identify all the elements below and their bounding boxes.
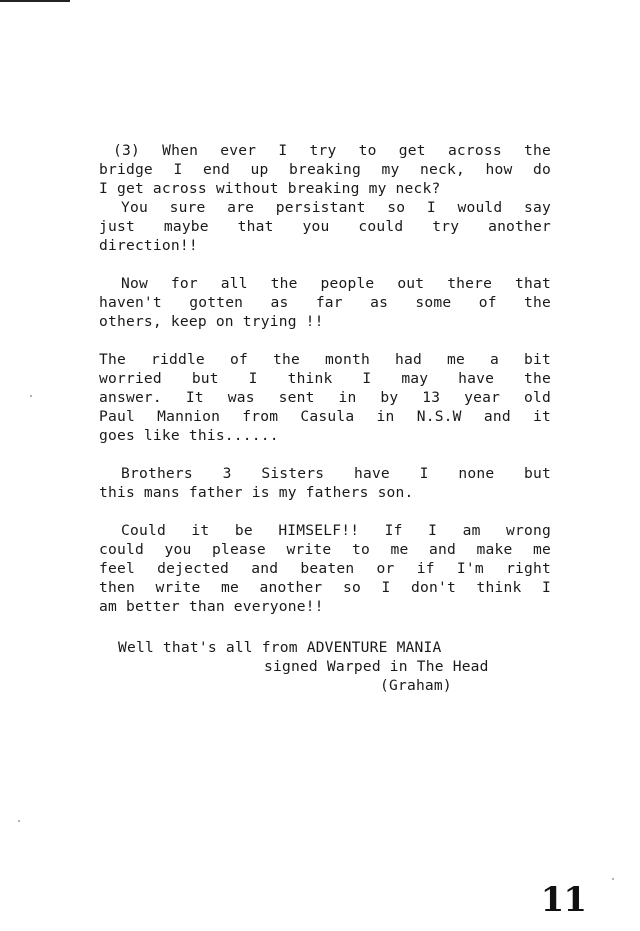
paragraph-gap xyxy=(99,331,551,350)
text-line: could you please write to me and make me xyxy=(99,541,551,558)
riddle-intro-paragraph xyxy=(99,350,551,445)
paragraph-gap xyxy=(99,502,551,521)
document-body xyxy=(99,141,551,616)
text-line: worried but I think I may have the xyxy=(99,370,551,387)
answer-paragraph xyxy=(99,198,551,255)
text-line: (3) When ever I try to get across the xyxy=(113,142,551,159)
paragraph-gap xyxy=(99,255,551,274)
text-line: just maybe that you could try another xyxy=(99,218,551,235)
text-line: haven't gotten as far as some of the xyxy=(99,294,551,311)
text-line: then write me another so I don't think I xyxy=(99,579,551,596)
signoff-line: Well that's all from ADVENTURE MANIA xyxy=(118,639,442,656)
text-line: You sure are persistant so I would say xyxy=(121,199,551,216)
text-line: bridge I end up breaking my neck, how do xyxy=(99,161,551,178)
encouragement-paragraph xyxy=(99,274,551,331)
question-paragraph xyxy=(99,141,551,198)
text-line: The riddle of the month had me a bit xyxy=(99,351,551,368)
text-line: feel dejected and beaten or if I'm right xyxy=(99,560,551,577)
signature-line: signed Warped in The Head xyxy=(264,658,489,675)
text-line: Could it be HIMSELF!! If I am wrong xyxy=(121,522,551,539)
scan-speck xyxy=(30,395,32,397)
text-line: others, keep on trying !! xyxy=(99,313,324,330)
top-rule xyxy=(0,0,70,2)
answer-guess-paragraph xyxy=(99,521,551,616)
text-line: direction!! xyxy=(99,237,198,254)
page-number: 11 xyxy=(540,880,586,920)
paragraph-gap xyxy=(99,445,551,464)
scan-speck xyxy=(612,878,614,880)
text-line: am better than everyone!! xyxy=(99,598,324,615)
text-line: Brothers 3 Sisters have I none but xyxy=(121,465,551,482)
text-line: Now for all the people out there that xyxy=(121,275,551,292)
text-line: this mans father is my fathers son. xyxy=(99,484,414,501)
text-line: goes like this...... xyxy=(99,427,279,444)
author-name: (Graham) xyxy=(380,677,452,694)
text-line: Paul Mannion from Casula in N.S.W and it xyxy=(99,408,551,425)
text-line: answer. It was sent in by 13 year old xyxy=(99,389,551,406)
text-line: I get across without breaking my neck? xyxy=(99,180,441,197)
scan-speck xyxy=(18,820,20,822)
riddle-paragraph xyxy=(99,464,551,502)
